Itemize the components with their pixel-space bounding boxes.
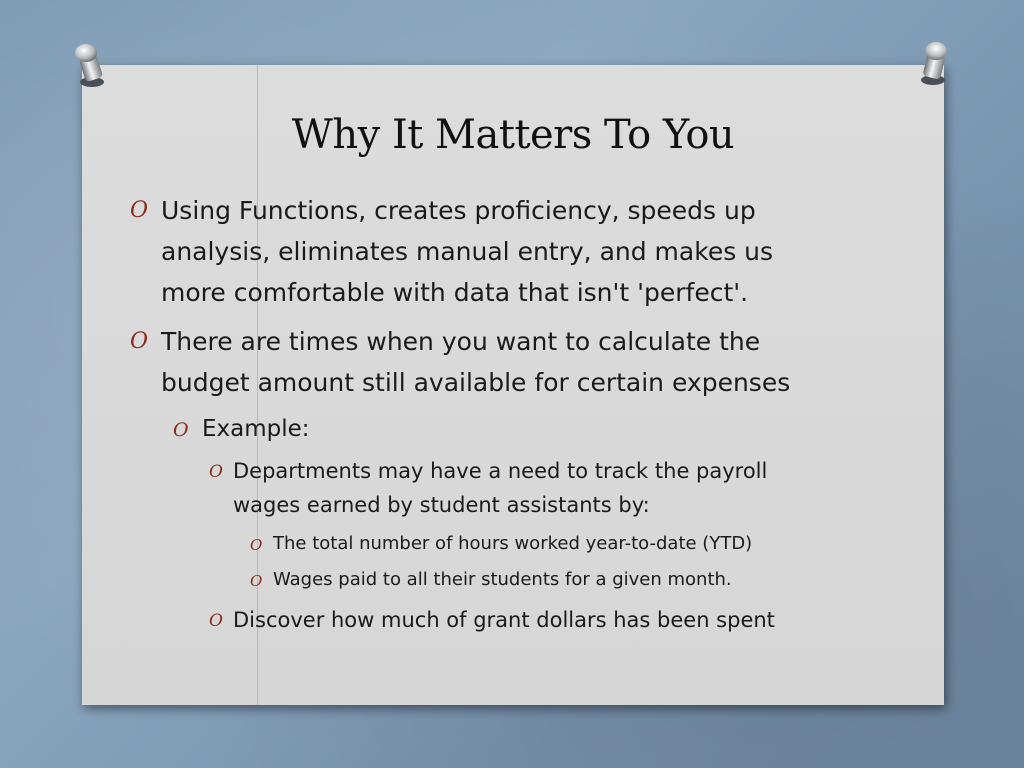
bullet-text-line: analysis, eliminates manual entry, and makes us [161, 237, 774, 266]
bullet-text-line: Using Functions, creates proficiency, speeds up [161, 196, 756, 225]
bullet-text-line: The total number of hours worked year-to-date (YTD) [273, 533, 753, 554]
bullet-text-line: wages earned by student assistants by: [233, 493, 650, 517]
bullet-text-line: more comfortable with data that isn't 'perfect'. [161, 278, 749, 307]
pushpin-icon [914, 40, 954, 88]
bullet-marker: O [209, 462, 223, 482]
pushpin-icon [70, 42, 110, 90]
bullet-marker: O [130, 198, 149, 223]
bullet-marker: O [209, 611, 223, 631]
bullet-marker: O [130, 329, 149, 354]
bullet-text-line: Departments may have a need to track the payroll [233, 459, 768, 483]
slide-title: Why It Matters To You [291, 112, 735, 158]
bullet-text-line: Wages paid to all their students for a given month. [273, 569, 732, 590]
bullet-text-line: Discover how much of grant dollars has been spent [233, 608, 775, 632]
bullet-marker: O [250, 572, 263, 590]
bullet-marker: O [173, 419, 189, 441]
bullet-text-line: Example: [202, 416, 310, 442]
bullet-marker: O [250, 536, 263, 554]
bullet-text-line: There are times when you want to calculate the [161, 327, 761, 356]
bullet-text-line: budget amount still available for certain expenses [161, 368, 791, 397]
